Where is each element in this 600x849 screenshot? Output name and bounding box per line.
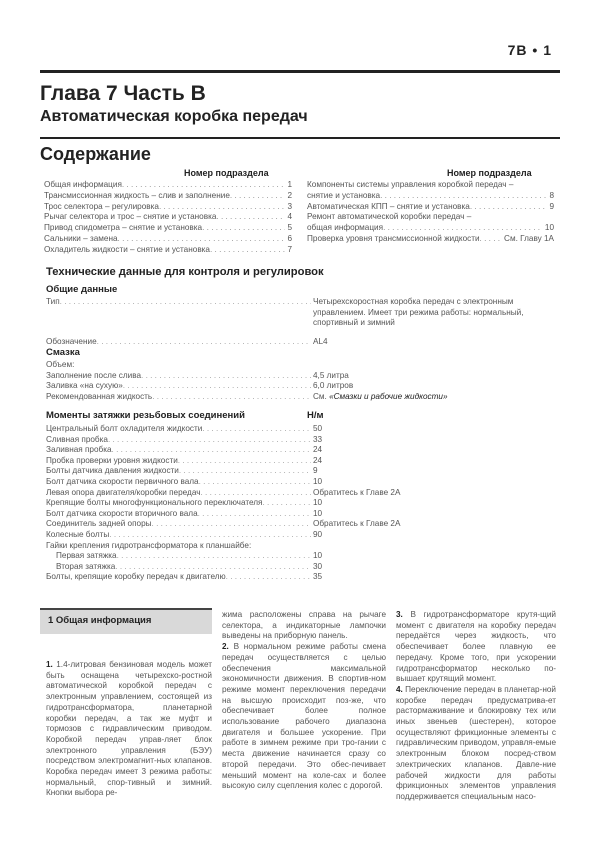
toc-right-column-header: Номер подраздела <box>447 168 532 178</box>
lubrication-table <box>46 360 556 402</box>
contents-title: Содержание <box>40 144 151 164</box>
section-heading-box <box>40 608 212 634</box>
torque-row: Левая опора двигателя/коробки передач . . . Обратитесь к Главе 2А <box>46 488 556 499</box>
toc-entry[interactable]: Привод спидометра – снятие и установка . . . 5 <box>44 223 292 234</box>
paragraph: 2. В нормальном режиме работы смена передач осуществляется с целью обеспечения максимальной экономичности движения. В спортив-ном режиме момент переключения передачи на высшую происходит поз-же, что обеспечивает более полное использование рабочего диапазона двигателя и большее ускорение. При работе в зимнем режиме при тро-гании с места движение начинается сразу со второй передачи. Это обес-печивает меньший момент на коле-сах и более высокую силу сцепления колес с дорогой. <box>222 642 386 791</box>
toc-left-list <box>44 180 292 256</box>
torque-row: Центральный болт охладителя жидкости . . . 50 <box>46 424 556 435</box>
toc-entry-line[interactable]: Ремонт автоматической коробки передач – <box>307 212 472 222</box>
toc-entry[interactable]: Трос селектора – регулировка . . . 3 <box>44 202 292 213</box>
toc-entry[interactable]: общая информация . . . 10 <box>307 223 554 234</box>
paragraph: 1. 1.4-литровая бензиновая модель может быть оснащена четырехско-ростной автоматической коробкой передач с электронным управлением, состоящей из гидротрансформатора, планетарной коробки передач, а так же муфт и тормозов с гидравлическим приводом. Коробкой передач управ-ляет блок электронного управления (БЭУ) посредством электромагнит-ных клапанов. Коробка передач имеет 3 режима работы: нормальный, спор-тивный и зимний. Кнопки выбора ре- <box>46 660 212 798</box>
chapter-subtitle: Автоматическая коробка передач <box>40 108 308 125</box>
chapter-title: Глава 7 Часть B <box>40 82 206 105</box>
torque-row: Крепящие болты многофункционального переключателя . . . 10 <box>46 498 556 509</box>
page-number: 7B • 1 <box>507 42 552 58</box>
torque-row: Заливная пробка . . . 24 <box>46 445 556 456</box>
torque-heading: Моменты затяжки резьбовых соединений <box>46 410 245 421</box>
toc-entry[interactable]: Общая информация . . . 1 <box>44 180 292 191</box>
toc-entry[interactable]: Проверка уровня трансмиссионной жидкости . . . См. Главу 1А <box>307 234 554 245</box>
torque-row-converter: Гайки крепления гидротрансформатора к планшайбе: <box>46 540 252 550</box>
contents-rule <box>40 137 560 139</box>
section-heading: 1 Общая информация <box>48 615 152 626</box>
toc-entry[interactable]: Трансмиссионная жидкость – слив и заполнение . . . 2 <box>44 191 292 202</box>
torque-row: Болт датчика скорости вторичного вала . . . 10 <box>46 509 556 520</box>
general-data-table <box>46 297 556 347</box>
spec-row-type: Тип . . . Четырехскоростная коробка передач с электронным <box>46 297 556 308</box>
spec-row-fill: Заполнение после слива . . . 4,5 литра <box>46 371 556 382</box>
paragraph: жима расположены справа на рычаге селектора, а индикаторные лампочки выведены на приборную панель. <box>222 610 386 641</box>
spec-row-volume: Объем: <box>46 360 75 369</box>
specs-title: Технические данные для контроля и регулировок <box>46 266 324 278</box>
header-rule <box>40 70 560 73</box>
spec-row-dry-fill: Заливка «на сухую» . . . 6,0 литров <box>46 381 556 392</box>
torque-row: Болт датчика скорости первичного вала . . . 10 <box>46 477 556 488</box>
paragraph: 4. Переключение передач в планетар-ной коробке передач предусматрива-ет растормаживание и блокировку тех или иных звеньев (шестерен), которое осуществляют фрикционные элементы с гидравлическим приводом, управля-емые электронным блоком посред-ством электрических клапанов. Давле-ние рабочей жидкости для работы фрикционных элементов управления поддерживается специальным насо- <box>396 684 556 801</box>
torque-table <box>46 424 556 583</box>
spec-row-recommended-fluid: Рекомендованная жидкость . . . См. «Смазки и рабочие жидкости» <box>46 392 556 403</box>
torque-row: Пробка проверки уровня жидкости . . . 24 <box>46 456 556 467</box>
spec-row-designation: Обозначение . . . AL4 <box>46 337 556 348</box>
torque-row-second: Вторая затяжка . . . 30 <box>46 562 556 573</box>
toc-entry[interactable]: снятие и установка . . . 8 <box>307 191 554 202</box>
torque-row: Болты датчика давления жидкости . . . 9 <box>46 466 556 477</box>
torque-row: Сливная пробка . . . 33 <box>46 435 556 446</box>
spec-type-line-3: спортивный и зимний <box>313 318 395 328</box>
lubrication-heading: Смазка <box>46 347 80 358</box>
toc-entry[interactable]: Сальники – замена . . . 6 <box>44 234 292 245</box>
toc-right-list <box>307 180 554 245</box>
torque-unit: Н/м <box>307 410 324 421</box>
paragraph: 3. В гидротрансформаторе крутя-щий момент с двигателя на коробку передач передаётся через жидкость, что обеспечивает более плавную ее передачу. Кроме того, при ускорении гидротрансформатор несколько по-вышает крутящий момент. <box>396 610 556 684</box>
toc-entry[interactable]: Автоматическая КПП – снятие и установка . . . 9 <box>307 202 554 213</box>
toc-left-column-header: Номер подраздела <box>184 168 269 178</box>
torque-row-bolts: Болты, крепящие коробку передач к двигателю . . . 35 <box>46 572 556 583</box>
toc-entry[interactable]: Рычаг селектора и трос – снятие и установка . . . 4 <box>44 212 292 223</box>
body-column-2 <box>222 610 386 792</box>
torque-row: Колесные болты . . . 90 <box>46 530 556 541</box>
toc-entry[interactable]: Охладитель жидкости – снятие и установка . . . 7 <box>44 245 292 256</box>
spec-type-line-2: управлением. Имеет три режима работы: нормальный, <box>313 307 524 317</box>
torque-row: Соединитель задней опоры . . . Обратитесь к Главе 2А <box>46 519 556 530</box>
body-column-1 <box>46 660 212 799</box>
body-column-3 <box>396 610 556 803</box>
general-data-heading: Общие данные <box>46 284 118 295</box>
toc-entry-line[interactable]: Компоненты системы управления коробкой передач – <box>307 180 514 189</box>
fluids-reference-link[interactable]: «Смазки и рабочие жидкости» <box>329 391 448 401</box>
torque-row-first: Первая затяжка . . . 10 <box>46 551 556 562</box>
